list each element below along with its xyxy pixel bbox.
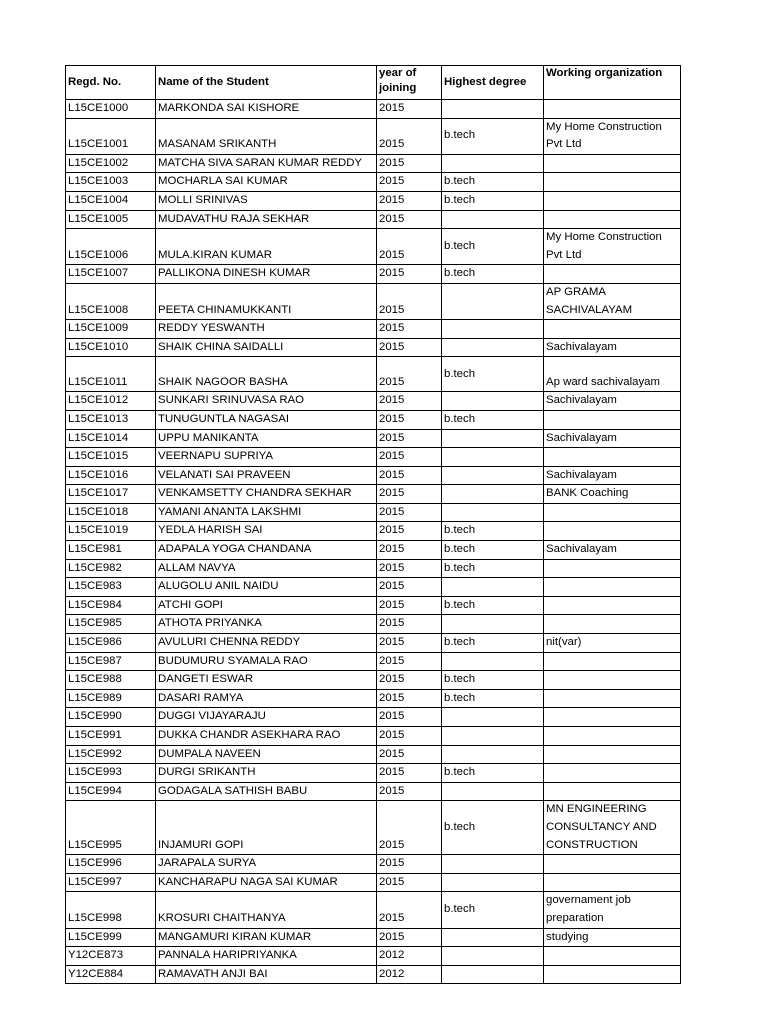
cell-year-of-joining: 2015 xyxy=(377,338,442,357)
cell-regd-no: L15CE986 xyxy=(66,634,156,653)
cell-working-organization xyxy=(544,745,681,764)
cell-student-name: PALLIKONA DINESH KUMAR xyxy=(156,265,377,284)
cell-year-of-joining: 2015 xyxy=(377,283,442,319)
cell-student-name: ALLAM NAVYA xyxy=(156,559,377,578)
table-row xyxy=(66,466,681,485)
cell-working-organization: Sachivalayam xyxy=(544,338,681,357)
cell-regd-no: L15CE988 xyxy=(66,671,156,690)
cell-working-organization xyxy=(544,764,681,783)
cell-highest-degree xyxy=(442,429,544,448)
cell-year-of-joining: 2015 xyxy=(377,429,442,448)
cell-highest-degree xyxy=(442,466,544,485)
cell-year-of-joining: 2015 xyxy=(377,559,442,578)
cell-working-organization xyxy=(544,503,681,522)
cell-student-name: MANGAMURI KIRAN KUMAR xyxy=(156,928,377,947)
cell-working-organization xyxy=(544,578,681,597)
cell-student-name: BUDUMURU SYAMALA RAO xyxy=(156,652,377,671)
cell-year-of-joining: 2015 xyxy=(377,357,442,392)
cell-regd-no: L15CE1006 xyxy=(66,229,156,265)
cell-year-of-joining: 2012 xyxy=(377,947,442,966)
table-row xyxy=(66,559,681,578)
cell-year-of-joining: 2015 xyxy=(377,782,442,801)
cell-highest-degree: b.tech xyxy=(442,118,544,154)
table-row xyxy=(66,578,681,597)
cell-student-name: ATHOTA PRIYANKA xyxy=(156,615,377,634)
cell-student-name: UPPU MANIKANTA xyxy=(156,429,377,448)
cell-regd-no: L15CE1014 xyxy=(66,429,156,448)
cell-year-of-joining: 2015 xyxy=(377,265,442,284)
cell-student-name: INJAMURI GOPI xyxy=(156,801,377,855)
cell-year-of-joining: 2015 xyxy=(377,485,442,504)
cell-highest-degree xyxy=(442,283,544,319)
cell-student-name: AVULURI CHENNA REDDY xyxy=(156,634,377,653)
table-row xyxy=(66,965,681,984)
cell-student-name: RAMAVATH ANJI BAI xyxy=(156,965,377,984)
cell-highest-degree: b.tech xyxy=(442,191,544,210)
cell-working-organization xyxy=(544,727,681,746)
cell-working-organization: My Home Construction Pvt Ltd xyxy=(544,229,681,265)
table-row xyxy=(66,154,681,173)
cell-highest-degree: b.tech xyxy=(442,634,544,653)
table-body xyxy=(66,100,681,984)
cell-highest-degree xyxy=(442,873,544,892)
table-row xyxy=(66,429,681,448)
cell-year-of-joining: 2015 xyxy=(377,855,442,874)
table-row xyxy=(66,265,681,284)
table-row xyxy=(66,357,681,392)
cell-working-organization: Sachivalayam xyxy=(544,392,681,411)
cell-year-of-joining: 2015 xyxy=(377,173,442,192)
cell-regd-no: L15CE982 xyxy=(66,559,156,578)
cell-year-of-joining: 2015 xyxy=(377,671,442,690)
cell-working-organization xyxy=(544,448,681,467)
table-row xyxy=(66,173,681,192)
table-row xyxy=(66,338,681,357)
cell-year-of-joining: 2015 xyxy=(377,210,442,229)
cell-highest-degree xyxy=(442,782,544,801)
header-student-name: Name of the Student xyxy=(156,66,377,100)
cell-working-organization: MN ENGINEERING CONSULTANCY AND CONSTRUCTION xyxy=(544,801,681,855)
table-row xyxy=(66,503,681,522)
cell-working-organization: BANK Coaching xyxy=(544,485,681,504)
cell-year-of-joining: 2015 xyxy=(377,466,442,485)
header-regd-no: Regd. No. xyxy=(66,66,156,100)
cell-working-organization: governament job preparation xyxy=(544,892,681,928)
table-row xyxy=(66,283,681,319)
cell-working-organization xyxy=(544,708,681,727)
cell-highest-degree xyxy=(442,338,544,357)
cell-working-organization: studying xyxy=(544,928,681,947)
cell-year-of-joining: 2015 xyxy=(377,596,442,615)
cell-year-of-joining: 2015 xyxy=(377,503,442,522)
cell-student-name: SHAIK CHINA SAIDALLI xyxy=(156,338,377,357)
table-row xyxy=(66,541,681,560)
cell-working-organization: Sachivalayam xyxy=(544,429,681,448)
cell-year-of-joining: 2015 xyxy=(377,522,442,541)
table-row xyxy=(66,615,681,634)
cell-highest-degree: b.tech xyxy=(442,410,544,429)
cell-student-name: GODAGALA SATHISH BABU xyxy=(156,782,377,801)
cell-student-name: MASANAM SRIKANTH xyxy=(156,118,377,154)
table-row xyxy=(66,689,681,708)
cell-student-name: YAMANI ANANTA LAKSHMI xyxy=(156,503,377,522)
cell-working-organization xyxy=(544,559,681,578)
header-highest-degree: Highest degree xyxy=(442,66,544,100)
cell-highest-degree xyxy=(442,965,544,984)
table-row xyxy=(66,100,681,119)
cell-student-name: ATCHI GOPI xyxy=(156,596,377,615)
table-row xyxy=(66,855,681,874)
cell-highest-degree xyxy=(442,503,544,522)
table-row xyxy=(66,191,681,210)
cell-working-organization xyxy=(544,596,681,615)
cell-year-of-joining: 2015 xyxy=(377,578,442,597)
table-row xyxy=(66,320,681,339)
cell-year-of-joining: 2015 xyxy=(377,873,442,892)
table-row xyxy=(66,118,681,154)
cell-year-of-joining: 2015 xyxy=(377,392,442,411)
table-row xyxy=(66,210,681,229)
cell-highest-degree: b.tech xyxy=(442,229,544,265)
cell-student-name: VEERNAPU SUPRIYA xyxy=(156,448,377,467)
cell-working-organization xyxy=(544,410,681,429)
cell-highest-degree xyxy=(442,928,544,947)
table-row xyxy=(66,801,681,855)
cell-student-name: VELANATI SAI PRAVEEN xyxy=(156,466,377,485)
cell-working-organization xyxy=(544,615,681,634)
cell-regd-no: L15CE984 xyxy=(66,596,156,615)
cell-student-name: SHAIK NAGOOR BASHA xyxy=(156,357,377,392)
cell-student-name: PANNALA HARIPRIYANKA xyxy=(156,947,377,966)
cell-working-organization: Sachivalayam xyxy=(544,466,681,485)
cell-regd-no: L15CE1012 xyxy=(66,392,156,411)
cell-highest-degree xyxy=(442,855,544,874)
table-row xyxy=(66,485,681,504)
table-row xyxy=(66,727,681,746)
cell-regd-no: L15CE1009 xyxy=(66,320,156,339)
cell-year-of-joining: 2015 xyxy=(377,764,442,783)
cell-student-name: VENKAMSETTY CHANDRA SEKHAR xyxy=(156,485,377,504)
cell-regd-no: L15CE1018 xyxy=(66,503,156,522)
cell-regd-no: L15CE985 xyxy=(66,615,156,634)
cell-regd-no: L15CE1003 xyxy=(66,173,156,192)
cell-year-of-joining: 2015 xyxy=(377,229,442,265)
table-row xyxy=(66,448,681,467)
cell-working-organization: Ap ward sachivalayam xyxy=(544,357,681,392)
cell-regd-no: Y12CE873 xyxy=(66,947,156,966)
cell-regd-no: L15CE991 xyxy=(66,727,156,746)
cell-year-of-joining: 2015 xyxy=(377,410,442,429)
cell-student-name: YEDLA HARISH SAI xyxy=(156,522,377,541)
cell-year-of-joining: 2015 xyxy=(377,191,442,210)
cell-highest-degree: b.tech xyxy=(442,357,544,392)
cell-student-name: KROSURI CHAITHANYA xyxy=(156,892,377,928)
cell-working-organization xyxy=(544,320,681,339)
cell-regd-no: L15CE1007 xyxy=(66,265,156,284)
cell-regd-no: L15CE1000 xyxy=(66,100,156,119)
table-row xyxy=(66,892,681,928)
cell-working-organization xyxy=(544,947,681,966)
cell-regd-no: L15CE1005 xyxy=(66,210,156,229)
cell-year-of-joining: 2015 xyxy=(377,448,442,467)
cell-highest-degree: b.tech xyxy=(442,559,544,578)
cell-regd-no: L15CE1015 xyxy=(66,448,156,467)
cell-regd-no: L15CE999 xyxy=(66,928,156,947)
cell-regd-no: L15CE1017 xyxy=(66,485,156,504)
cell-working-organization xyxy=(544,191,681,210)
cell-highest-degree xyxy=(442,392,544,411)
cell-highest-degree xyxy=(442,708,544,727)
cell-highest-degree xyxy=(442,485,544,504)
cell-highest-degree xyxy=(442,154,544,173)
cell-student-name: MUDAVATHU RAJA SEKHAR xyxy=(156,210,377,229)
cell-working-organization xyxy=(544,671,681,690)
cell-highest-degree xyxy=(442,100,544,119)
table-row xyxy=(66,708,681,727)
cell-highest-degree: b.tech xyxy=(442,522,544,541)
cell-highest-degree xyxy=(442,210,544,229)
cell-regd-no: L15CE1008 xyxy=(66,283,156,319)
table-row xyxy=(66,873,681,892)
cell-highest-degree: b.tech xyxy=(442,173,544,192)
cell-student-name: DUGGI VIJAYARAJU xyxy=(156,708,377,727)
cell-regd-no: L15CE992 xyxy=(66,745,156,764)
cell-working-organization xyxy=(544,522,681,541)
cell-working-organization xyxy=(544,652,681,671)
cell-highest-degree: b.tech xyxy=(442,689,544,708)
cell-student-name: PEETA CHINAMUKKANTI xyxy=(156,283,377,319)
cell-highest-degree xyxy=(442,320,544,339)
table-row xyxy=(66,745,681,764)
cell-highest-degree xyxy=(442,727,544,746)
table-row xyxy=(66,671,681,690)
cell-regd-no: L15CE990 xyxy=(66,708,156,727)
cell-year-of-joining: 2015 xyxy=(377,708,442,727)
cell-year-of-joining: 2015 xyxy=(377,745,442,764)
cell-highest-degree: b.tech xyxy=(442,892,544,928)
header-row xyxy=(66,66,681,100)
cell-year-of-joining: 2015 xyxy=(377,615,442,634)
cell-year-of-joining: 2015 xyxy=(377,100,442,119)
cell-regd-no: L15CE997 xyxy=(66,873,156,892)
cell-working-organization xyxy=(544,210,681,229)
table-row xyxy=(66,392,681,411)
cell-highest-degree: b.tech xyxy=(442,801,544,855)
cell-regd-no: L15CE1001 xyxy=(66,118,156,154)
table-row xyxy=(66,634,681,653)
cell-regd-no: L15CE1004 xyxy=(66,191,156,210)
cell-highest-degree: b.tech xyxy=(442,265,544,284)
cell-year-of-joining: 2015 xyxy=(377,541,442,560)
table-row xyxy=(66,947,681,966)
cell-regd-no: L15CE993 xyxy=(66,764,156,783)
cell-student-name: MULA.KIRAN KUMAR xyxy=(156,229,377,265)
cell-highest-degree xyxy=(442,615,544,634)
cell-working-organization: Sachivalayam xyxy=(544,541,681,560)
cell-student-name: DUKKA CHANDR ASEKHARA RAO xyxy=(156,727,377,746)
cell-student-name: SUNKARI SRINUVASA RAO xyxy=(156,392,377,411)
table-row xyxy=(66,596,681,615)
cell-student-name: REDDY YESWANTH xyxy=(156,320,377,339)
cell-working-organization xyxy=(544,689,681,708)
cell-year-of-joining: 2015 xyxy=(377,689,442,708)
cell-regd-no: L15CE995 xyxy=(66,801,156,855)
header-year-of-joining: year of joining xyxy=(377,66,442,100)
cell-working-organization xyxy=(544,154,681,173)
cell-year-of-joining: 2015 xyxy=(377,154,442,173)
cell-regd-no: L15CE996 xyxy=(66,855,156,874)
table-row xyxy=(66,410,681,429)
cell-student-name: MATCHA SIVA SARAN KUMAR REDDY xyxy=(156,154,377,173)
cell-highest-degree xyxy=(442,448,544,467)
cell-student-name: DUMPALA NAVEEN xyxy=(156,745,377,764)
cell-regd-no: L15CE1013 xyxy=(66,410,156,429)
cell-highest-degree xyxy=(442,745,544,764)
table-row xyxy=(66,782,681,801)
header-working-organization: Working organization xyxy=(544,66,681,100)
cell-year-of-joining: 2015 xyxy=(377,928,442,947)
cell-regd-no: Y12CE884 xyxy=(66,965,156,984)
student-table xyxy=(65,65,681,984)
cell-student-name: ADAPALA YOGA CHANDANA xyxy=(156,541,377,560)
cell-year-of-joining: 2015 xyxy=(377,634,442,653)
table-row xyxy=(66,229,681,265)
cell-year-of-joining: 2015 xyxy=(377,320,442,339)
cell-year-of-joining: 2015 xyxy=(377,652,442,671)
cell-working-organization xyxy=(544,855,681,874)
cell-regd-no: L15CE987 xyxy=(66,652,156,671)
cell-regd-no: L15CE1019 xyxy=(66,522,156,541)
cell-year-of-joining: 2015 xyxy=(377,727,442,746)
cell-regd-no: L15CE981 xyxy=(66,541,156,560)
cell-student-name: MOLLI SRINIVAS xyxy=(156,191,377,210)
cell-working-organization xyxy=(544,965,681,984)
cell-regd-no: L15CE1002 xyxy=(66,154,156,173)
table-row xyxy=(66,522,681,541)
cell-regd-no: L15CE989 xyxy=(66,689,156,708)
cell-regd-no: L15CE1010 xyxy=(66,338,156,357)
cell-highest-degree: b.tech xyxy=(442,764,544,783)
cell-student-name: DURGI SRIKANTH xyxy=(156,764,377,783)
cell-highest-degree: b.tech xyxy=(442,671,544,690)
cell-student-name: ALUGOLU ANIL NAIDU xyxy=(156,578,377,597)
cell-highest-degree xyxy=(442,578,544,597)
table-row xyxy=(66,928,681,947)
cell-working-organization: AP GRAMA SACHIVALAYAM xyxy=(544,283,681,319)
cell-highest-degree xyxy=(442,652,544,671)
cell-year-of-joining: 2015 xyxy=(377,801,442,855)
cell-highest-degree: b.tech xyxy=(442,541,544,560)
cell-working-organization: nit(var) xyxy=(544,634,681,653)
cell-year-of-joining: 2015 xyxy=(377,892,442,928)
cell-student-name: KANCHARAPU NAGA SAI KUMAR xyxy=(156,873,377,892)
cell-regd-no: L15CE983 xyxy=(66,578,156,597)
cell-student-name: TUNUGUNTLA NAGASAI xyxy=(156,410,377,429)
cell-working-organization xyxy=(544,173,681,192)
cell-working-organization: My Home Construction Pvt Ltd xyxy=(544,118,681,154)
cell-working-organization xyxy=(544,265,681,284)
cell-student-name: MARKONDA SAI KISHORE xyxy=(156,100,377,119)
cell-highest-degree: b.tech xyxy=(442,596,544,615)
cell-regd-no: L15CE994 xyxy=(66,782,156,801)
table-row xyxy=(66,652,681,671)
cell-working-organization xyxy=(544,100,681,119)
cell-year-of-joining: 2015 xyxy=(377,118,442,154)
cell-student-name: JARAPALA SURYA xyxy=(156,855,377,874)
cell-student-name: DASARI RAMYA xyxy=(156,689,377,708)
cell-student-name: MOCHARLA SAI KUMAR xyxy=(156,173,377,192)
cell-year-of-joining: 2012 xyxy=(377,965,442,984)
cell-regd-no: L15CE1016 xyxy=(66,466,156,485)
cell-regd-no: L15CE1011 xyxy=(66,357,156,392)
cell-working-organization xyxy=(544,782,681,801)
cell-highest-degree xyxy=(442,947,544,966)
cell-working-organization xyxy=(544,873,681,892)
cell-regd-no: L15CE998 xyxy=(66,892,156,928)
cell-student-name: DANGETI ESWAR xyxy=(156,671,377,690)
table-row xyxy=(66,764,681,783)
